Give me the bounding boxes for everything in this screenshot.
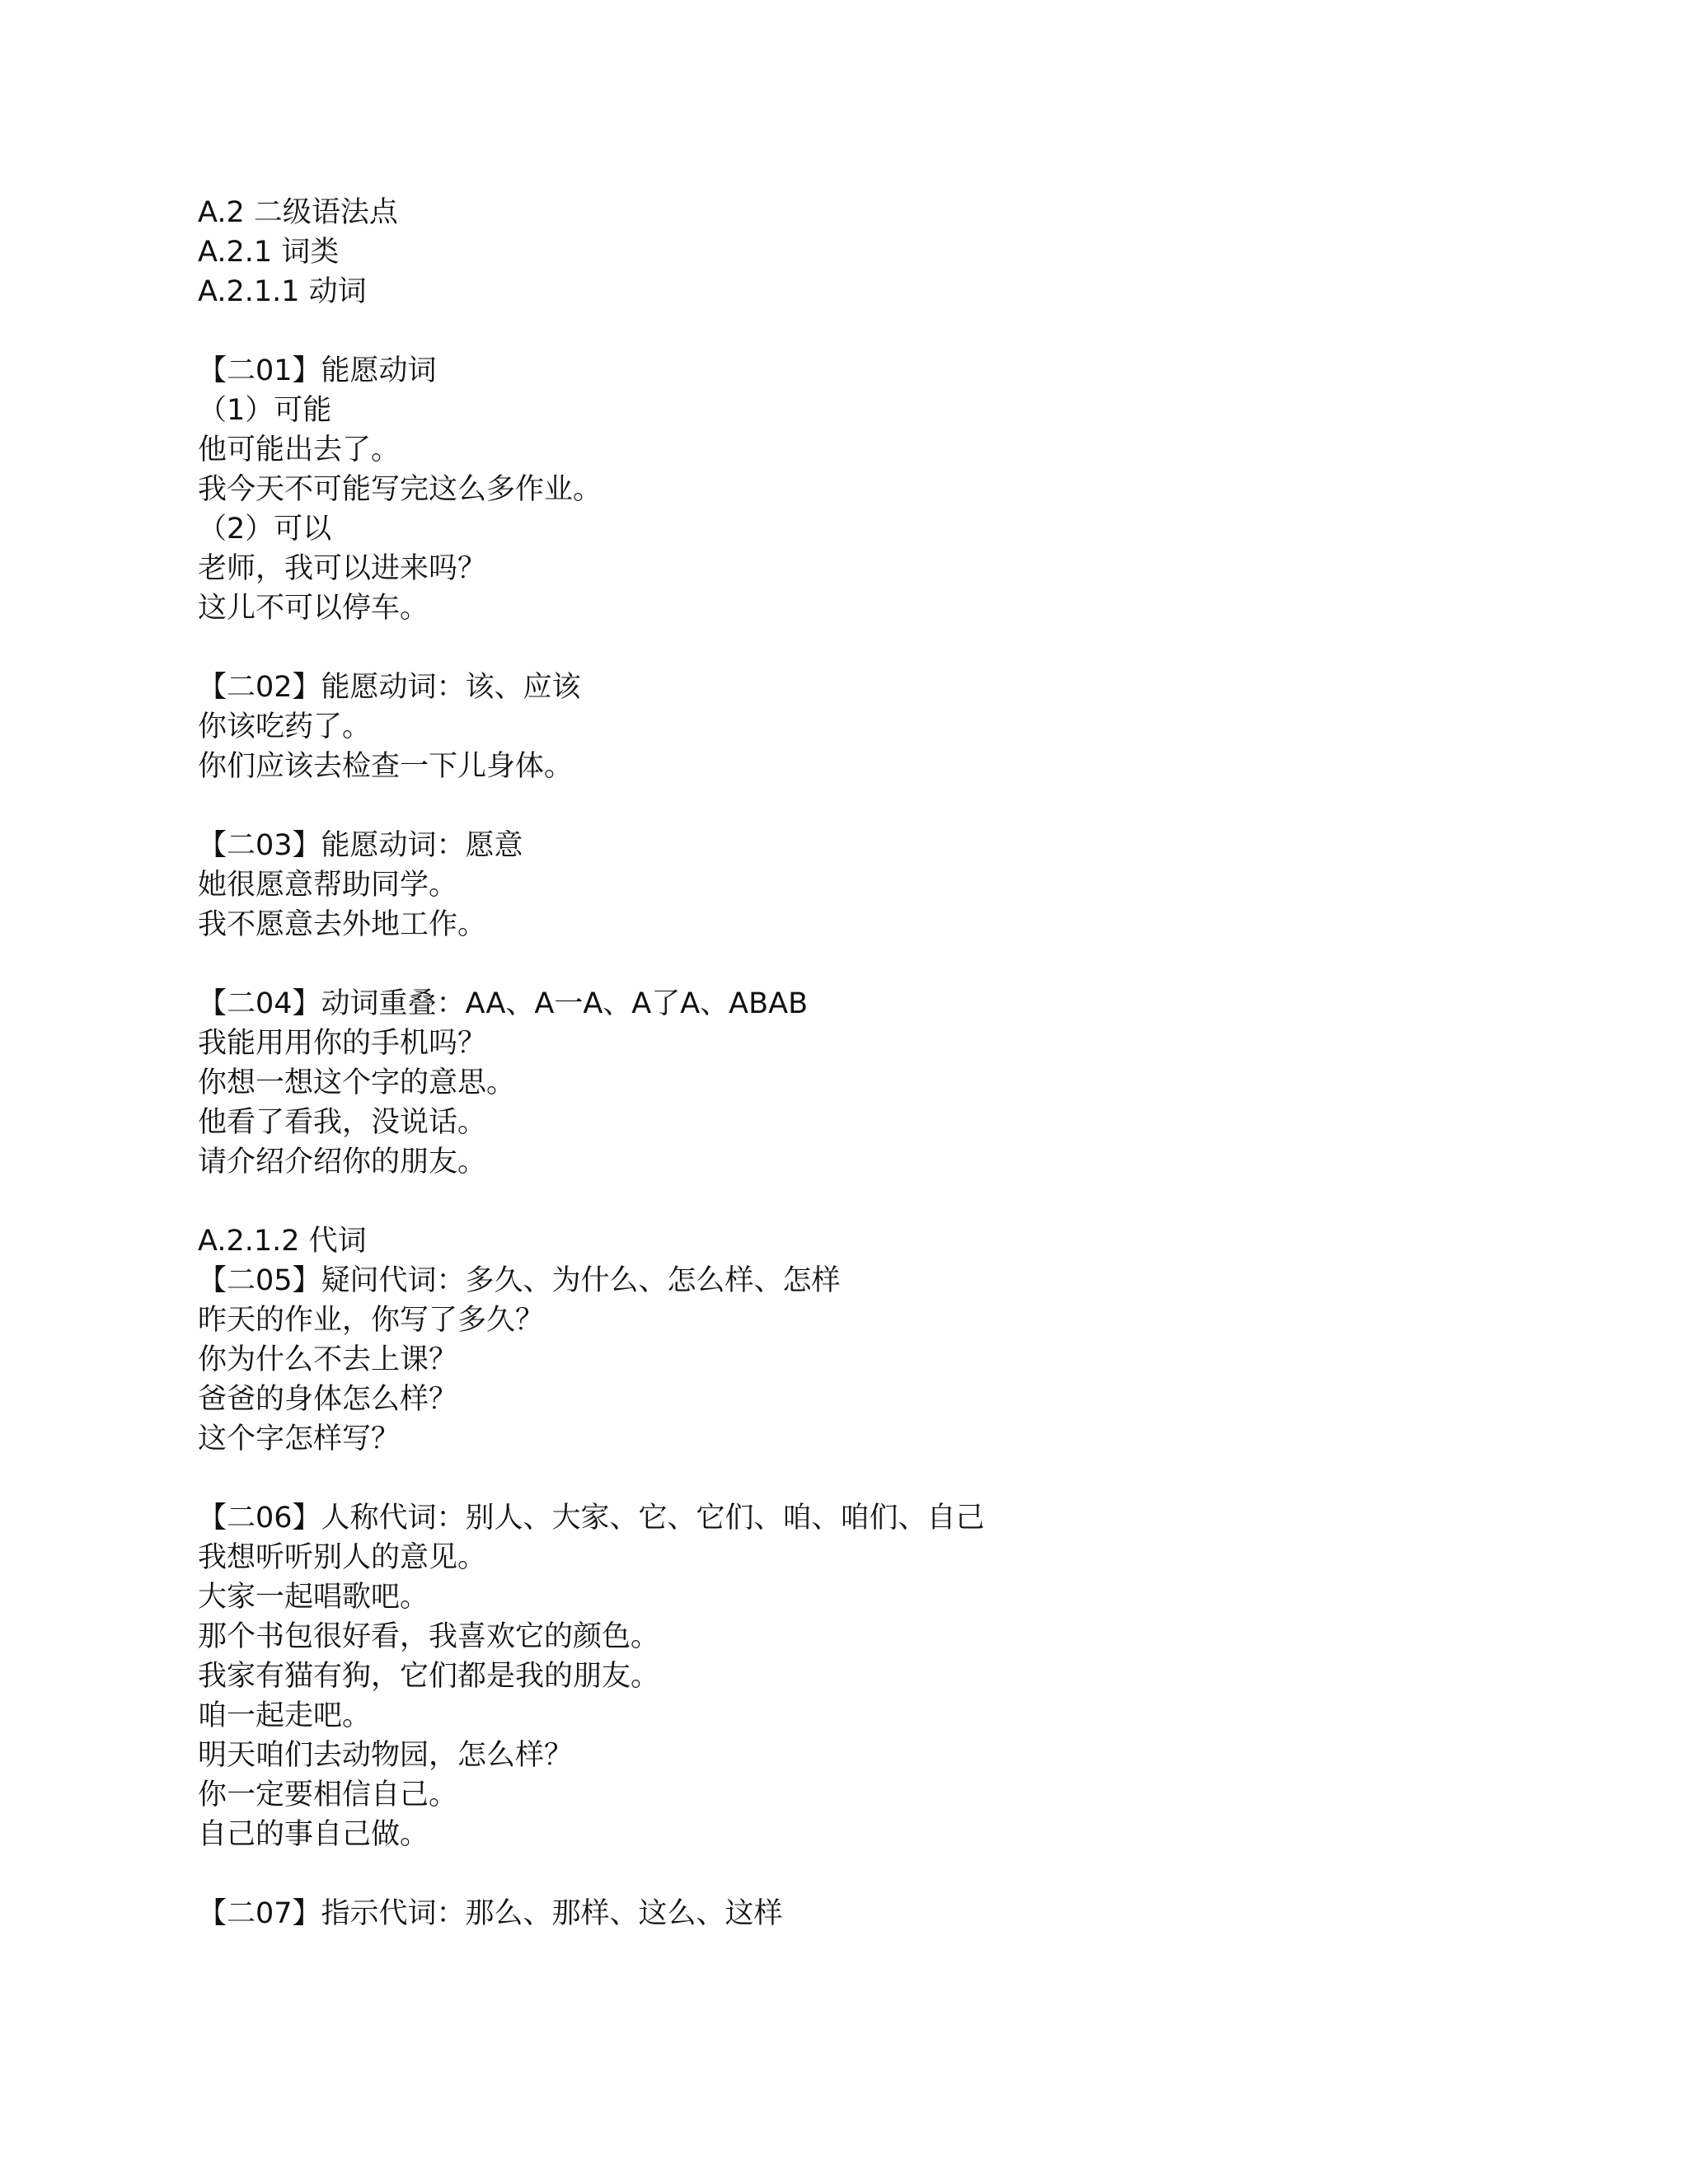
example-sentence: 我能用用你的手机吗？ bbox=[198, 1027, 487, 1060]
grammar-point-title: 【二03】能愿动词：愿意 bbox=[198, 829, 523, 862]
example-sentence: 爸爸的身体怎么样？ bbox=[198, 1383, 458, 1416]
example-sentence: 你该吃药了。 bbox=[198, 710, 372, 743]
blank-line bbox=[198, 1459, 1599, 1498]
example-sentence: 你想一想这个字的意思。 bbox=[198, 1066, 516, 1099]
grammar-point-title: 【二06】人称代词：别人、大家、它、它们、咱、咱们、自己 bbox=[198, 1502, 985, 1535]
example-sentence: 这儿不可以停车。 bbox=[198, 592, 429, 625]
example-sentence: 我想听听别人的意见。 bbox=[198, 1541, 487, 1574]
example-sentence: 你一定要相信自己。 bbox=[198, 1779, 458, 1811]
blank-line bbox=[198, 786, 1599, 826]
subpoint-label: （2）可以 bbox=[198, 513, 332, 546]
grammar-point-title: 【二01】能愿动词 bbox=[198, 354, 437, 387]
subpoint-label: （1）可能 bbox=[198, 394, 332, 427]
blank-line bbox=[198, 944, 1599, 984]
example-sentence: 昨天的作业，你写了多久？ bbox=[198, 1304, 545, 1337]
blank-line bbox=[198, 1854, 1599, 1894]
example-sentence: 请介绍介绍你的朋友。 bbox=[198, 1146, 487, 1179]
blank-line bbox=[198, 628, 1599, 668]
blank-line bbox=[198, 1182, 1599, 1221]
grammar-point-title: 【二04】动词重叠：AA、A一A、A了A、ABAB bbox=[198, 987, 809, 1020]
example-sentence: 她很愿意帮助同学。 bbox=[198, 869, 458, 902]
grammar-point-title: 【二05】疑问代词：多久、为什么、怎么样、怎样 bbox=[198, 1264, 841, 1297]
document-body bbox=[198, 193, 1599, 1933]
example-sentence: 明天咱们去动物园，怎么样？ bbox=[198, 1739, 574, 1772]
example-sentence: 咱一起走吧。 bbox=[198, 1699, 372, 1732]
example-sentence: 那个书包很好看，我喜欢它的颜色。 bbox=[198, 1620, 660, 1653]
section-heading: A.2.1.2 代词 bbox=[198, 1225, 367, 1258]
example-sentence: 自己的事自己做。 bbox=[198, 1818, 429, 1851]
example-sentence: 我家有猫有狗，它们都是我的朋友。 bbox=[198, 1660, 660, 1693]
grammar-point-title: 【二07】指示代词：那么、那样、这么、这样 bbox=[198, 1897, 783, 1930]
example-sentence: 这个字怎样写？ bbox=[198, 1422, 401, 1455]
example-sentence: 大家一起唱歌吧。 bbox=[198, 1581, 429, 1614]
example-sentence: 他看了看我，没说话。 bbox=[198, 1106, 487, 1139]
example-sentence: 老师，我可以进来吗？ bbox=[198, 552, 487, 585]
example-sentence: 你为什么不去上课？ bbox=[198, 1343, 458, 1376]
section-heading: A.2 二级语法点 bbox=[198, 196, 398, 229]
example-sentence: 你们应该去检查一下儿身体。 bbox=[198, 750, 574, 783]
blank-line bbox=[198, 312, 1599, 351]
section-heading: A.2.1 词类 bbox=[198, 236, 340, 269]
grammar-point-title: 【二02】能愿动词：该、应该 bbox=[198, 671, 581, 704]
section-heading: A.2.1.1 动词 bbox=[198, 275, 367, 308]
example-sentence: 我今天不可能写完这么多作业。 bbox=[198, 473, 603, 506]
example-sentence: 我不愿意去外地工作。 bbox=[198, 908, 487, 941]
example-sentence: 他可能出去了。 bbox=[198, 434, 401, 466]
